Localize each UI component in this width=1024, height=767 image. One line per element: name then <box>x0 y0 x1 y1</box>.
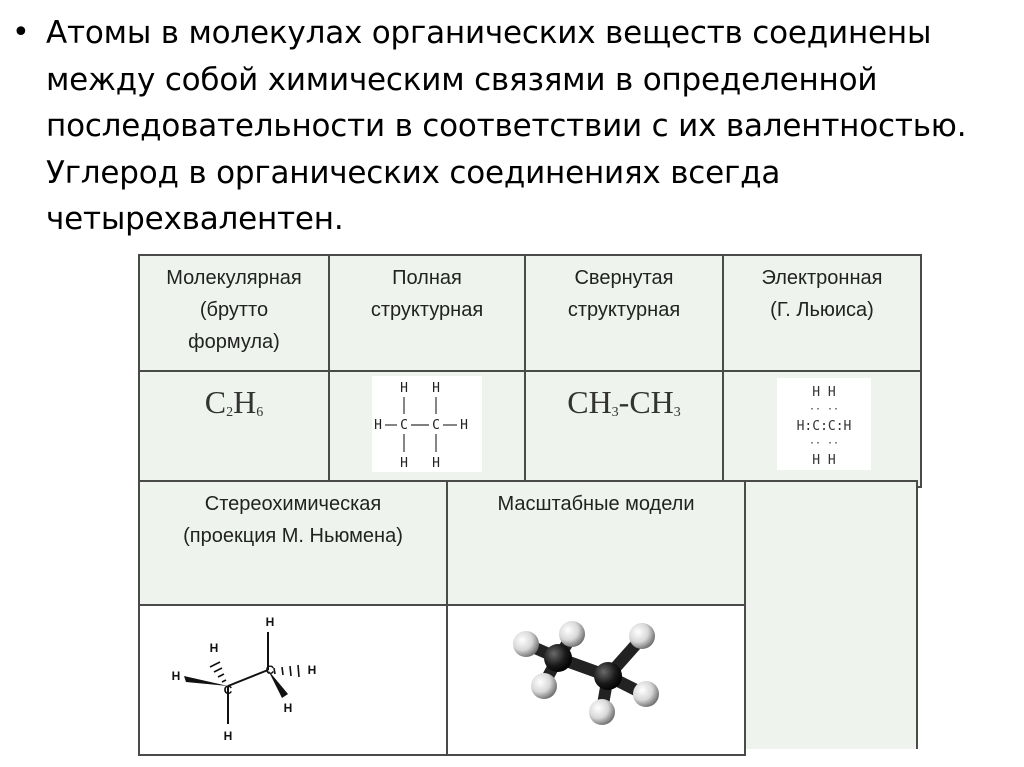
header-condensed <box>525 255 723 371</box>
svg-text:H H: H H <box>812 385 836 400</box>
atom-h: H <box>400 381 408 396</box>
condensed-formula: $CH_3-CH_3$ <box>567 384 681 420</box>
header-line: структурная <box>370 299 484 321</box>
bullet-paragraph <box>12 10 1012 243</box>
atom-h: H <box>171 669 181 683</box>
atom-h: H <box>265 615 275 629</box>
header-line: формула) <box>188 331 280 353</box>
formula-table-top <box>138 254 922 488</box>
bullet-line: Атомы в молекулах органических веществ соединены <box>46 15 932 51</box>
header-molecular <box>139 255 329 371</box>
header-full-structure <box>329 255 525 371</box>
bullet-line: четырехвалентен. <box>46 201 344 237</box>
header-line: (Г. Льюиса) <box>770 299 874 321</box>
atom-h: H <box>223 729 233 743</box>
bullet-text <box>46 10 966 243</box>
stereo-diagram <box>140 606 446 744</box>
atom-c: C <box>432 418 440 433</box>
bullet-marker: • <box>12 15 30 50</box>
atom-c: C <box>223 683 233 697</box>
lewis-diagram <box>725 372 919 476</box>
header-scale-models <box>447 481 745 605</box>
full-structure-diagram <box>332 372 522 476</box>
header-lewis <box>723 255 921 371</box>
molecular-formula: $C_2H_6$ <box>204 384 264 420</box>
header-line: (брутто <box>199 299 269 321</box>
atom-h: H <box>432 381 440 396</box>
header-line: Электронная <box>761 267 883 289</box>
header-line: Полная <box>392 267 462 289</box>
atom-h: H <box>400 456 408 471</box>
atom-c: C <box>265 663 275 677</box>
svg-text:H:C:C:H: H:C:C:H <box>796 419 852 434</box>
header-line: Свернутая <box>574 267 674 289</box>
table-filler <box>744 480 918 749</box>
header-line: Масштабные модели <box>497 493 695 515</box>
header-line: структурная <box>567 299 681 321</box>
header-stereo <box>139 481 447 605</box>
cell-condensed-formula <box>525 371 723 487</box>
atom-h: H <box>374 418 382 433</box>
bullet-line: Углерод в органических соединениях всегда <box>46 154 781 191</box>
bullet-line: последовательности в соответствии с их валентностью. <box>46 108 967 144</box>
cell-molecular-formula <box>139 371 329 487</box>
header-line: Стереохимическая <box>204 493 382 515</box>
atom-h: H <box>307 663 317 677</box>
atom-h: H <box>283 701 293 715</box>
atom-c: C <box>400 418 408 433</box>
atom-h: H <box>209 641 219 655</box>
cell-lewis <box>723 371 921 487</box>
header-line: (проекция М. Ньюмена) <box>183 525 403 547</box>
atom-h: H <box>432 456 440 471</box>
svg-text:·· ··: ·· ·· <box>808 438 840 449</box>
svg-text:·· ··: ·· ·· <box>808 404 840 415</box>
svg-text:H H: H H <box>812 453 836 468</box>
header-line: Молекулярная <box>166 267 302 289</box>
cell-scale-model <box>447 605 745 755</box>
cell-stereo <box>139 605 447 755</box>
ball-and-stick-model <box>448 606 744 744</box>
formula-table-bottom <box>138 480 746 756</box>
atom-h: H <box>460 418 468 433</box>
cell-full-structure <box>329 371 525 487</box>
bullet-line: между собой химическим связями в определенной <box>46 61 878 98</box>
